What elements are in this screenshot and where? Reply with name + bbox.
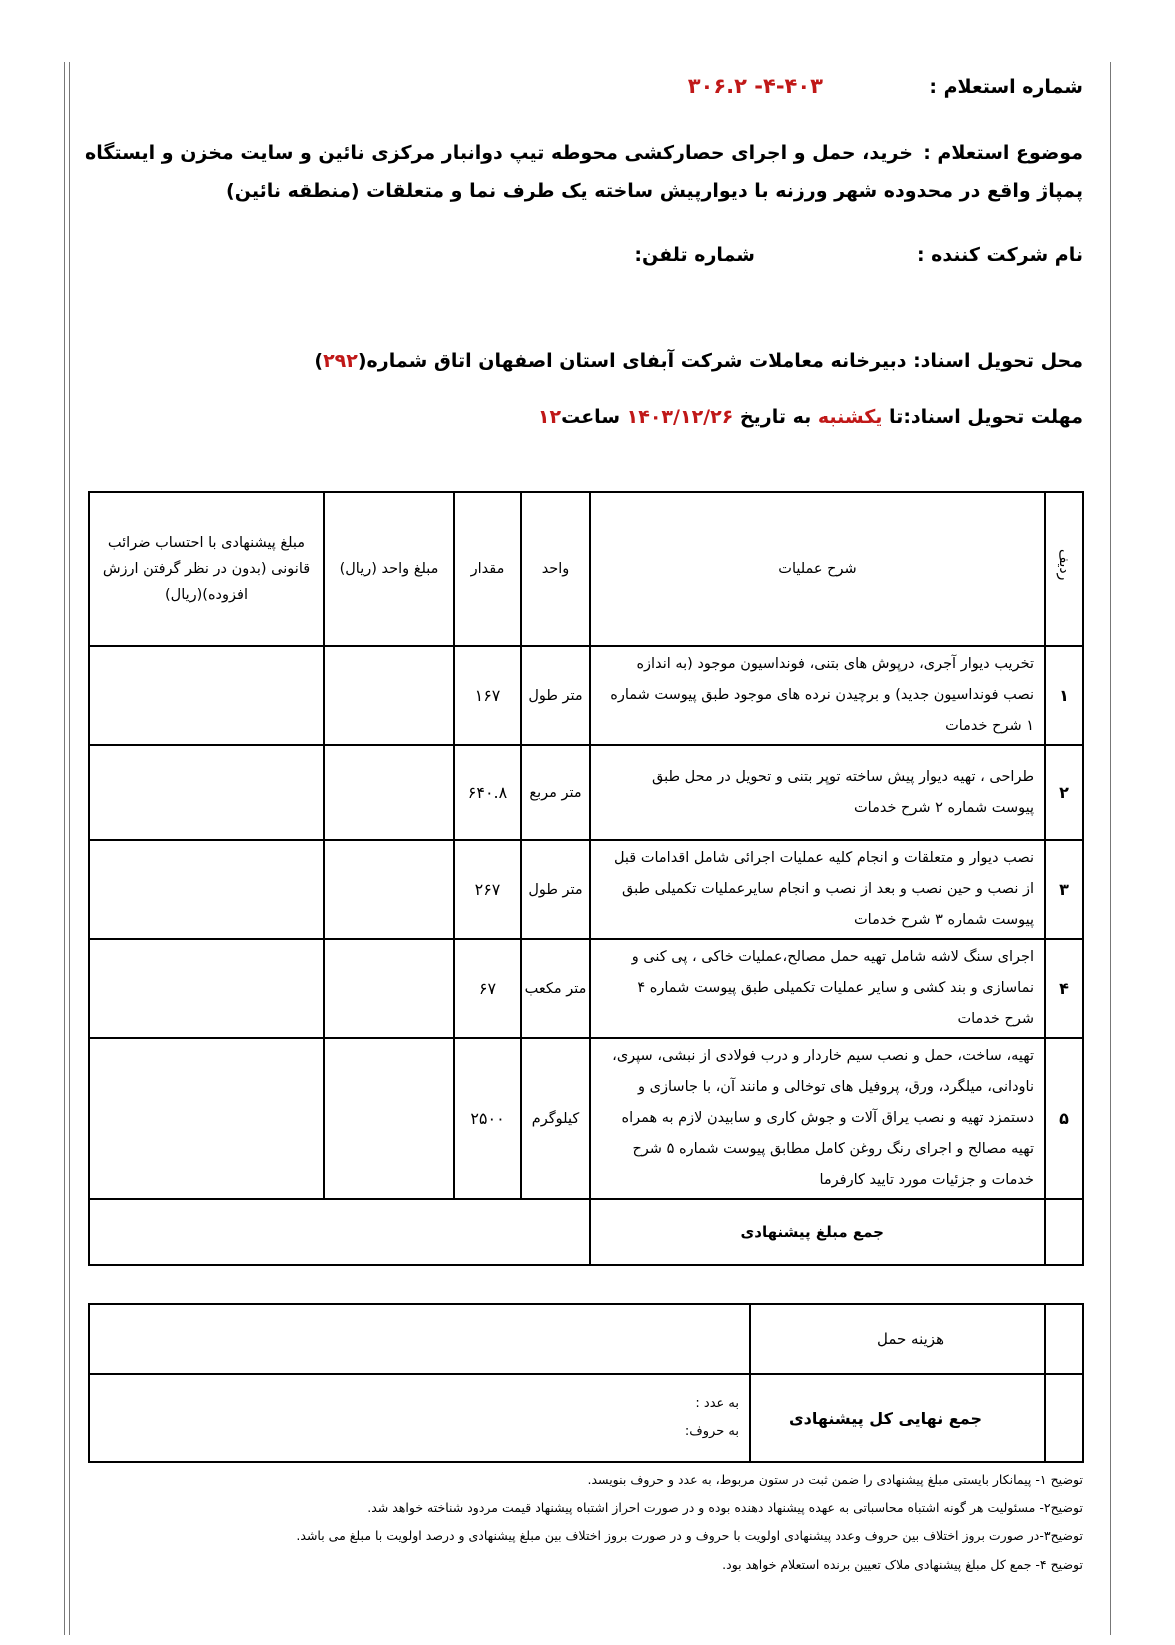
delivery-place	[314, 350, 1083, 372]
row-total-cell[interactable]	[89, 745, 324, 840]
header-unit: واحد	[521, 492, 590, 646]
header-total: مبلغ پیشنهادی با احتساب ضرائب قانونی (بدون در نظر گرفتن ارزش افزوده)(ریال)	[89, 492, 324, 646]
row-number: ۱	[1045, 646, 1083, 745]
deadline-hour: ۱۲	[537, 406, 562, 428]
inquiry-number-label: شماره استعلام :	[929, 76, 1083, 98]
final-totals-table	[88, 1303, 1084, 1463]
row-description: طراحی ، تهیه دیوار پیش ساخته توپر بتنی و تحویل در محل طبق پیوست شماره ۲ شرح خدمات	[590, 745, 1045, 840]
inquiry-number: ۳۰۶.۲ -۴-۴۰۳	[687, 74, 823, 98]
header-quantity: مقدار	[454, 492, 521, 646]
row-number: ۲	[1045, 745, 1083, 840]
row-quantity: ۲۶۷	[454, 840, 521, 939]
row-number: ۴	[1045, 939, 1083, 1038]
deadline-date: ۱۴۰۳/۱۲/۲۶	[626, 406, 734, 428]
row-total-cell[interactable]	[89, 646, 324, 745]
row-unit-price-cell[interactable]	[324, 646, 454, 745]
row-description: تخریب دیوار آجری، درپوش های بتنی، فونداسیون موجود (به اندازه نصب فونداسیون جدید) و برچیدن نرده های موجود طبق پیوست شماره ۱ شرح خدمات	[590, 646, 1045, 745]
sum-value-cell[interactable]	[89, 1199, 590, 1265]
note-2: توضیح۲- مسئولیت هر گونه اشتباه محاسباتی به عهده پیشنهاد دهنده بوده و در صورت احراز اشتباه پیشنهاد قیمت مردود شناخته خواهد شد.	[367, 1500, 1083, 1515]
sum-label: جمع مبلغ پیشنهادی	[590, 1199, 1045, 1265]
row-quantity: ۶۷	[454, 939, 521, 1038]
deadline-mid: به تاریخ	[739, 406, 812, 428]
table-row	[89, 939, 1083, 1038]
in-numbers-label: به عدد :	[695, 1396, 739, 1411]
delivery-place-close: )	[314, 350, 324, 372]
totals-spacer	[1045, 1374, 1083, 1462]
right-margin-line	[1110, 62, 1111, 1635]
row-unit: متر مکعب	[521, 939, 590, 1038]
header-row-number: ردیف	[1045, 492, 1083, 646]
deadline-hour-label: ساعت	[561, 406, 621, 428]
row-quantity: ۱۶۷	[454, 646, 521, 745]
row-unit-price-cell[interactable]	[324, 840, 454, 939]
row-unit: متر مربع	[521, 745, 590, 840]
sum-row-spacer	[1045, 1199, 1083, 1265]
deadline-label: مهلت تحویل اسناد:تا	[889, 406, 1083, 428]
final-total-row	[89, 1374, 1083, 1462]
delivery-place-text: محل تحویل اسناد: دبیرخانه معاملات شرکت آبفای استان اصفهان اتاق شماره(	[357, 350, 1083, 372]
subject-line-2: پمپاژ واقع در محدوده شهر ورزنه با دیوارپیش ساخته یک طرف نما و متعلقات (منطقه نائین)	[226, 180, 1083, 202]
table-header-row	[89, 492, 1083, 646]
header-unit-price: مبلغ واحد (ریال)	[324, 492, 454, 646]
final-total-value[interactable]	[89, 1374, 750, 1462]
final-total-label: جمع نهایی کل پیشنهادی	[750, 1374, 1045, 1462]
phone-label: شماره تلفن:	[634, 244, 755, 266]
row-description: نصب دیوار و متعلقات و انجام کلیه عملیات اجرائی شامل اقدامات قبل از نصب و حین نصب و بعد از نصب و انجام سایرعملیات تکمیلی طبق پیوست شماره ۳ شرح خدمات	[590, 840, 1045, 939]
table-row	[89, 745, 1083, 840]
row-total-cell[interactable]	[89, 1038, 324, 1199]
row-description: اجرای سنگ لاشه شامل تهیه حمل مصالح،عملیات خاکی ، پی کنی و نماسازی و بند کشی و سایر عملیات تکمیلی طبق پیوست شماره ۴ شرح خدمات	[590, 939, 1045, 1038]
row-unit: کیلوگرم	[521, 1038, 590, 1199]
row-total-cell[interactable]	[89, 939, 324, 1038]
row-unit: متر طول	[521, 646, 590, 745]
in-words-label: به حروف:	[684, 1424, 739, 1439]
subject-line-1: خرید، حمل و اجرای حصارکشی محوطه تیپ دوانبار مرکزی نائین و سایت مخزن و ایستگاه	[85, 142, 913, 164]
row-total-cell[interactable]	[89, 840, 324, 939]
table-row	[89, 840, 1083, 939]
subject-label: موضوع استعلام :	[923, 142, 1083, 164]
delivery-room-number: ۲۹۲	[323, 350, 358, 372]
deadline-day: یکشنبه	[817, 406, 883, 428]
row-quantity: ۲۵۰۰	[454, 1038, 521, 1199]
transport-cost-value[interactable]	[89, 1304, 750, 1374]
row-number: ۵	[1045, 1038, 1083, 1199]
transport-cost-label: هزینه حمل	[750, 1304, 1045, 1374]
row-unit-price-cell[interactable]	[324, 745, 454, 840]
sum-row	[89, 1199, 1083, 1265]
note-1: توضیح ۱- پیمانکار بایستی مبلغ پیشنهادی را ضمن ثبت در ستون مربوط، به عدد و حروف بنویسد.	[587, 1472, 1083, 1487]
company-name-label: نام شرکت کننده :	[916, 244, 1083, 266]
totals-spacer	[1045, 1304, 1083, 1374]
left-margin-line	[64, 62, 65, 1635]
row-quantity: ۶۴۰.۸	[454, 745, 521, 840]
note-3: توضیح۳-در صورت بروز اختلاف بین حروف وعدد پیشنهادی اولویت با حروف و در صورت بروز اختلاف بین مبلغ پیشنهادی و درصد اولویت با مبلغ می باشد.	[296, 1528, 1083, 1543]
row-number: ۳	[1045, 840, 1083, 939]
table-row	[89, 1038, 1083, 1199]
row-unit-price-cell[interactable]	[324, 1038, 454, 1199]
left-margin-line	[69, 62, 70, 1635]
row-unit: متر طول	[521, 840, 590, 939]
delivery-deadline	[538, 406, 1083, 428]
table-row	[89, 646, 1083, 745]
note-4: توضیح ۴- جمع کل مبلغ پیشنهادی ملاک تعیین برنده استعلام خواهد بود.	[722, 1557, 1083, 1572]
row-unit-price-cell[interactable]	[324, 939, 454, 1038]
operations-table	[88, 491, 1084, 1266]
row-description: تهیه، ساخت، حمل و نصب سیم خاردار و درب فولادی از نبشی، سپری، ناودانی، میلگرد، ورق، پروفیل های توخالی و مانند آن، با جاسازی و دستمزد تهیه و نصب یراق آلات و جوش کاری و سابیدن لازم به همراه تهیه مصالح و اجرای رنگ روغن کامل مطابق پیوست شماره ۵ شرح خدمات و جزئیات مورد تایید کارفرما	[590, 1038, 1045, 1199]
transport-row	[89, 1304, 1083, 1374]
header-description: شرح عملیات	[590, 492, 1045, 646]
